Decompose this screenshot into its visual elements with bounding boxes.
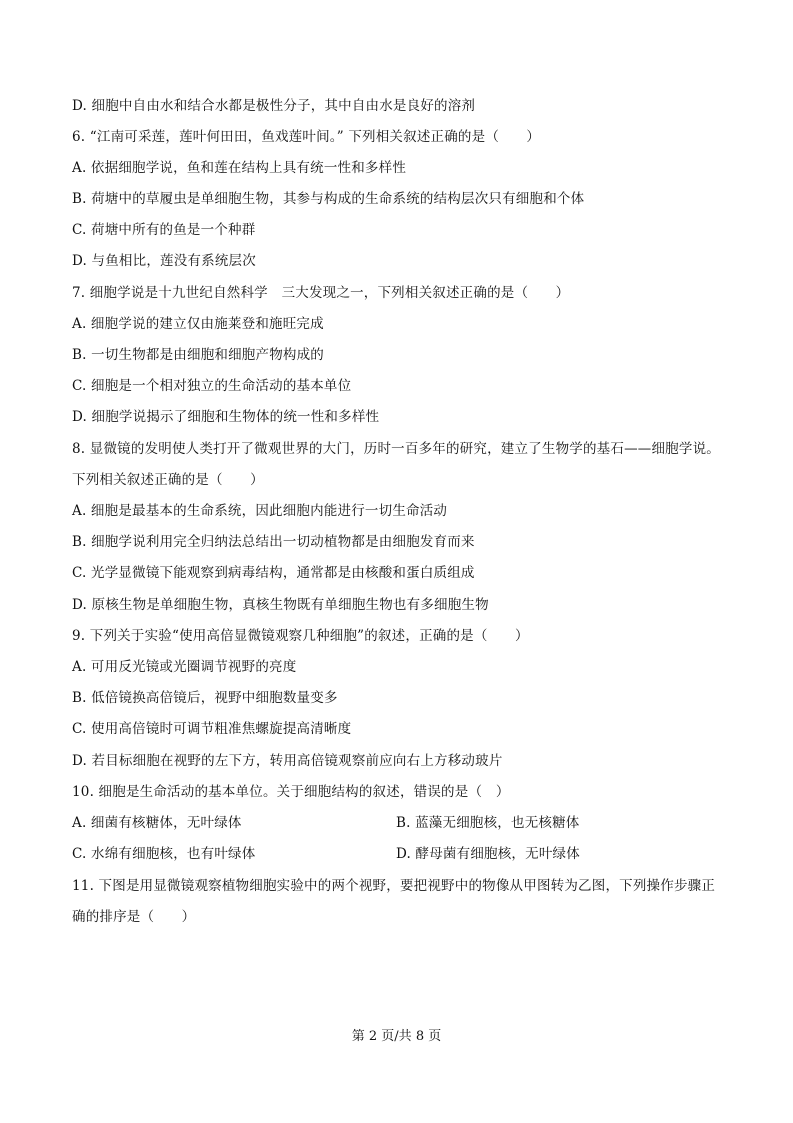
q9-stem: 9. 下列关于实验“使用高倍显微镜观察几种细胞”的叙述，正确的是（ ） — [72, 628, 529, 644]
q8-option-b: B. 细胞学说利用完全归纳法总结出一切动植物都是由细胞发育而来 — [72, 534, 475, 550]
q6-option-a: A. 依据细胞学说，鱼和莲在结构上具有统一性和多样性 — [72, 160, 407, 176]
q6-option-c: C. 荷塘中所有的鱼是一个种群 — [72, 222, 256, 238]
q10-stem: 10. 细胞是生命活动的基本单位。关于细胞结构的叙述，错误的是（ ） — [72, 784, 510, 800]
q6-option-d: D. 与鱼相比，莲没有系统层次 — [72, 253, 256, 269]
q10-option-a: A. 细菌有核糖体，无叶绿体 — [72, 815, 242, 831]
q9-option-a: A. 可用反光镜或光圈调节视野的亮度 — [72, 659, 297, 675]
q11-stem-line1: 11. 下图是用显微镜观察植物细胞实验中的两个视野，要把视野中的物像从甲图转为乙图，下列操作步骤正 — [72, 878, 716, 894]
q9-option-b: B. 低倍镜换高倍镜后，视野中细胞数量变多 — [72, 690, 338, 706]
q7-option-d: D. 细胞学说揭示了细胞和生物体的统一性和多样性 — [72, 409, 380, 425]
q8-option-c: C. 光学显微镜下能观察到病毒结构，通常都是由核酸和蛋白质组成 — [72, 565, 475, 581]
q10-option-d: D. 酵母菌有细胞核，无叶绿体 — [396, 846, 580, 862]
q6-option-b: B. 荷塘中的草履虫是单细胞生物，其参与构成的生命系统的结构层次只有细胞和个体 — [72, 191, 585, 207]
q9-option-c: C. 使用高倍镜时可调节粗准焦螺旋提高清晰度 — [72, 721, 352, 737]
q5-option-d: D. 细胞中自由水和结合水都是极性分子，其中自由水是良好的溶剂 — [72, 98, 476, 114]
q10-option-b: B. 蓝藻无细胞核，也无核糖体 — [396, 815, 580, 831]
page-footer: 第 2 页/共 8 页 — [351, 1029, 442, 1044]
q7-option-c: C. 细胞是一个相对独立的生命活动的基本单位 — [72, 378, 352, 394]
q7-option-a: A. 细胞学说的建立仅由施莱登和施旺完成 — [72, 316, 324, 332]
q11-stem-line2: 确的排序是（ ） — [72, 909, 196, 925]
q6-stem: 6. “江南可采莲，莲叶何田田，鱼戏莲叶间。” 下列相关叙述正确的是（ ） — [72, 129, 541, 145]
q9-option-d: D. 若目标细胞在视野的左下方，转用高倍镜观察前应向右上方移动玻片 — [72, 753, 503, 769]
q10-option-c: C. 水绵有细胞核，也有叶绿体 — [72, 846, 256, 862]
q8-option-a: A. 细胞是最基本的生命系统，因此细胞内能进行一切生命活动 — [72, 503, 448, 519]
q7-option-b: B. 一切生物都是由细胞和细胞产物构成的 — [72, 347, 325, 363]
q8-stem-line1: 8. 显微镜的发明使人类打开了微观世界的大门，历时一百多年的研究，建立了生物学的基石——细胞学说。 — [72, 441, 720, 457]
q7-stem: 7. 细胞学说是十九世纪自然科学 三大发现之一，下列相关叙述正确的是（ ） — [72, 285, 570, 301]
q8-stem-line2: 下列相关叙述正确的是（ ） — [72, 472, 264, 488]
q8-option-d: D. 原核生物是单细胞生物，真核生物既有单细胞生物也有多细胞生物 — [72, 597, 489, 613]
